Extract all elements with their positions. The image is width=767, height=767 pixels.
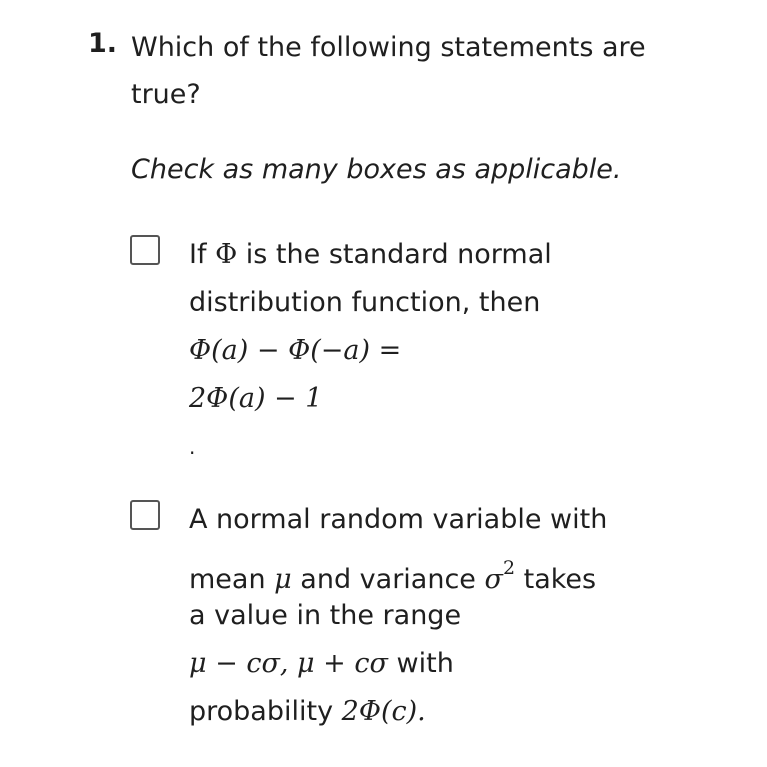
option-2-line-1: A normal random variable with	[189, 504, 608, 535]
option-1-period: .	[189, 435, 196, 459]
option-2-takes-label: takes	[515, 564, 597, 595]
option-2-variance-label: and variance	[291, 564, 485, 595]
option-1-line-1-post: is the standard normal	[237, 239, 552, 270]
option-1-checkbox[interactable]	[130, 235, 160, 265]
option-2-line-2	[189, 544, 619, 595]
option-1-equation-left: Φ(a) − Φ(−a) =	[189, 335, 402, 366]
option-2-mean-label: mean	[189, 564, 275, 595]
sigma-symbol: σ	[484, 564, 503, 595]
option-1-equation-right: 2Φ(a) − 1	[189, 383, 323, 414]
option-2-line-4	[189, 640, 619, 688]
mu-symbol: μ	[274, 564, 292, 595]
option-1-text	[189, 231, 619, 471]
sigma-exponent: 2	[502, 557, 516, 579]
option-1-line-1-pre: If	[189, 239, 216, 270]
option-2-probability-label: probability	[189, 696, 342, 727]
option-1-line-2: distribution function, then	[189, 287, 541, 318]
option-2-probability-math: 2Φ(c).	[341, 696, 426, 727]
question-text: Which of the following statements are true?	[131, 32, 646, 110]
option-1-line-1	[189, 231, 619, 279]
option-2-range-math: μ − cσ, μ + cσ	[189, 648, 388, 679]
question-number: 1.	[88, 28, 118, 59]
option-2-checkbox[interactable]	[130, 500, 160, 530]
question-hint: Check as many boxes as applicable.	[131, 154, 622, 185]
option-2-text	[189, 496, 619, 736]
option-2-line-3: a value in the range	[189, 600, 462, 631]
option-2-line-5	[189, 688, 619, 736]
phi-symbol: Φ	[215, 239, 238, 270]
option-2-with-label: with	[387, 648, 454, 679]
